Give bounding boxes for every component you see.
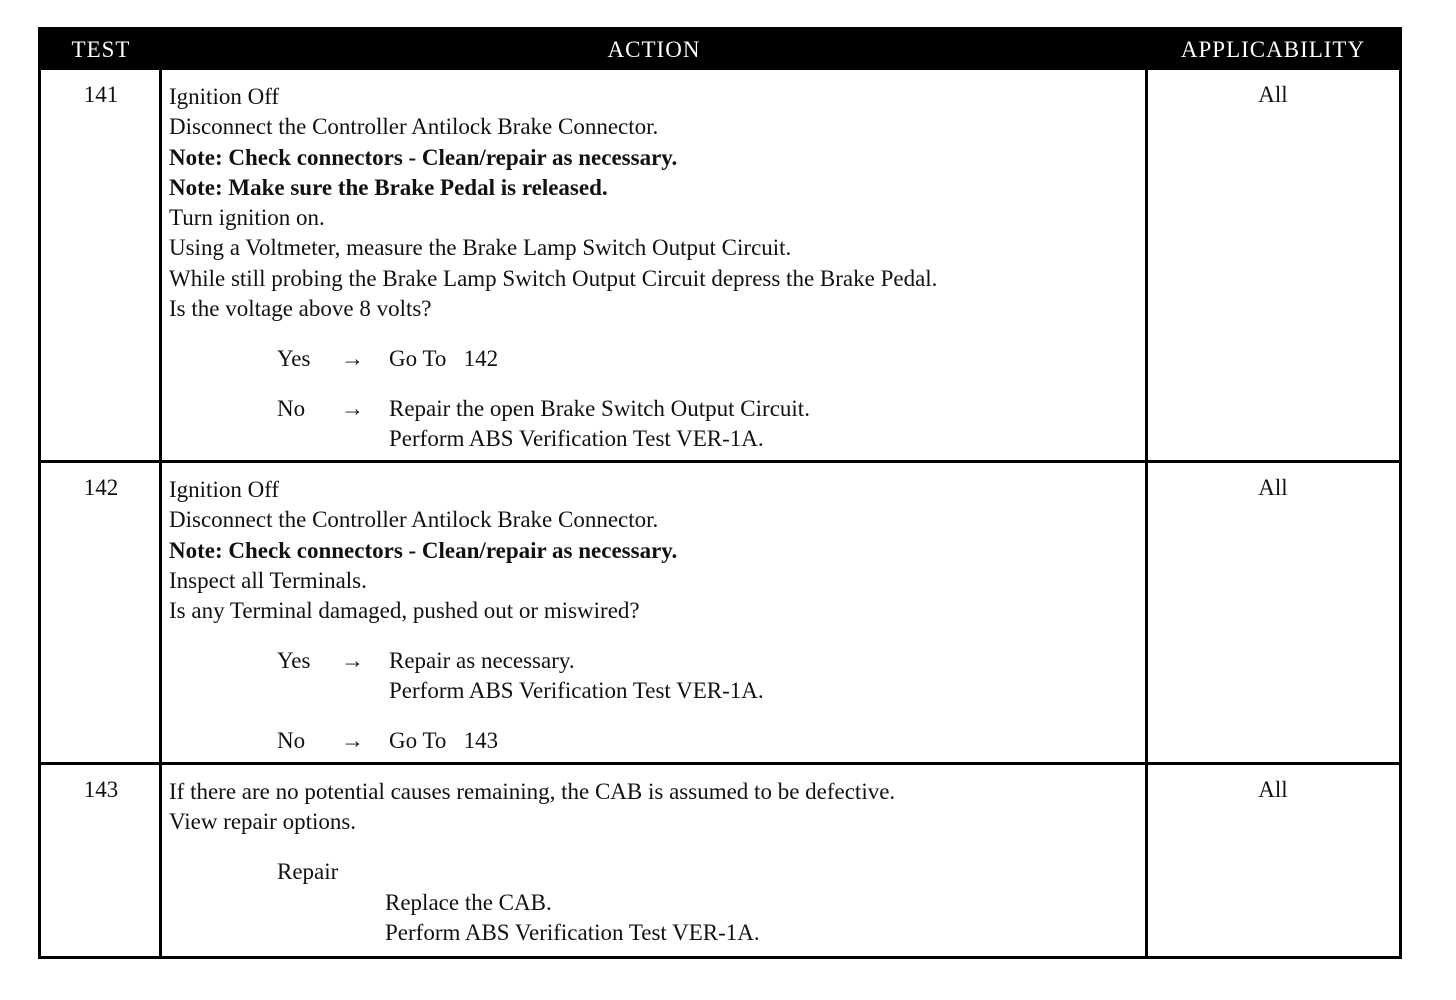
action-line: Using a Voltmeter, measure the Brake Lamp Switch Output Circuit. — [169, 235, 792, 261]
result-text: Repair the open Brake Switch Output Circuit. — [389, 396, 810, 422]
arrow-right-icon: → — [341, 396, 364, 422]
action-line: Turn ignition on. — [169, 205, 325, 231]
yes-label: Yes — [277, 648, 311, 674]
header-applicability: APPLICABILITY — [1180, 37, 1366, 62]
table-header — [41, 30, 1399, 70]
goto-link[interactable]: Go To 142 — [389, 346, 499, 372]
verification-link[interactable]: Perform ABS Verification Test VER-1A. — [389, 426, 764, 452]
note-line: Note: Make sure the Brake Pedal is released. — [169, 174, 608, 200]
action-cell — [169, 82, 1147, 455]
action-line: If there are no potential causes remaining, the CAB is assumed to be defective. — [169, 779, 896, 804]
repair-line — [169, 888, 1147, 918]
table-row-143 — [41, 765, 1399, 957]
table-row-141 — [41, 70, 1399, 460]
test-number: 141 — [83, 82, 119, 107]
goto-link[interactable]: Go To 143 — [389, 728, 499, 754]
no-result — [169, 726, 1147, 756]
question-line: Is the voltage above 8 volts? — [169, 296, 432, 322]
applicability-cell: All — [1258, 82, 1288, 107]
action-line: Inspect all Terminals. — [169, 567, 367, 593]
yes-result — [169, 646, 1147, 676]
no-result — [169, 394, 1147, 424]
note-line: Note: Check connectors - Clean/repair as necessary. — [169, 144, 678, 170]
diagnostic-test-table — [38, 27, 1402, 959]
result-text: Repair as necessary. — [389, 648, 575, 674]
test-number: 143 — [83, 777, 119, 802]
result-continuation — [169, 676, 1147, 706]
repair-text: Replace the CAB. — [385, 889, 552, 915]
result-continuation — [169, 424, 1147, 454]
table-row-142 — [41, 463, 1399, 762]
action-line: Ignition Off — [169, 477, 280, 502]
no-label: No — [277, 728, 306, 754]
yes-result — [169, 344, 1147, 374]
repair-line — [169, 918, 1147, 948]
action-line: Ignition Off — [169, 84, 280, 109]
question-line: Is any Terminal damaged, pushed out or miswired? — [169, 598, 640, 624]
applicability-cell: All — [1258, 777, 1288, 802]
action-line: While still probing the Brake Lamp Switch Output Circuit depress the Brake Pedal. — [169, 265, 938, 291]
repair-label-line — [169, 857, 1147, 887]
action-line: Disconnect the Controller Antilock Brake Connector. — [169, 507, 659, 533]
note-line: Note: Check connectors - Clean/repair as necessary. — [169, 537, 678, 563]
action-cell — [169, 475, 1147, 757]
test-number: 142 — [83, 475, 119, 500]
applicability-cell: All — [1258, 475, 1288, 500]
action-line: View repair options. — [169, 809, 357, 835]
arrow-right-icon: → — [341, 648, 364, 674]
no-label: No — [277, 396, 306, 422]
verification-link[interactable]: Perform ABS Verification Test VER-1A. — [389, 678, 764, 704]
verification-link[interactable]: Perform ABS Verification Test VER-1A. — [385, 919, 760, 945]
action-line: Disconnect the Controller Antilock Brake Connector. — [169, 114, 659, 140]
yes-label: Yes — [277, 346, 311, 372]
header-action: ACTION — [607, 37, 701, 62]
repair-label: Repair — [277, 859, 339, 885]
arrow-right-icon: → — [341, 728, 364, 754]
header-test: TEST — [71, 37, 131, 62]
arrow-right-icon: → — [341, 346, 364, 372]
action-cell — [169, 777, 1147, 948]
